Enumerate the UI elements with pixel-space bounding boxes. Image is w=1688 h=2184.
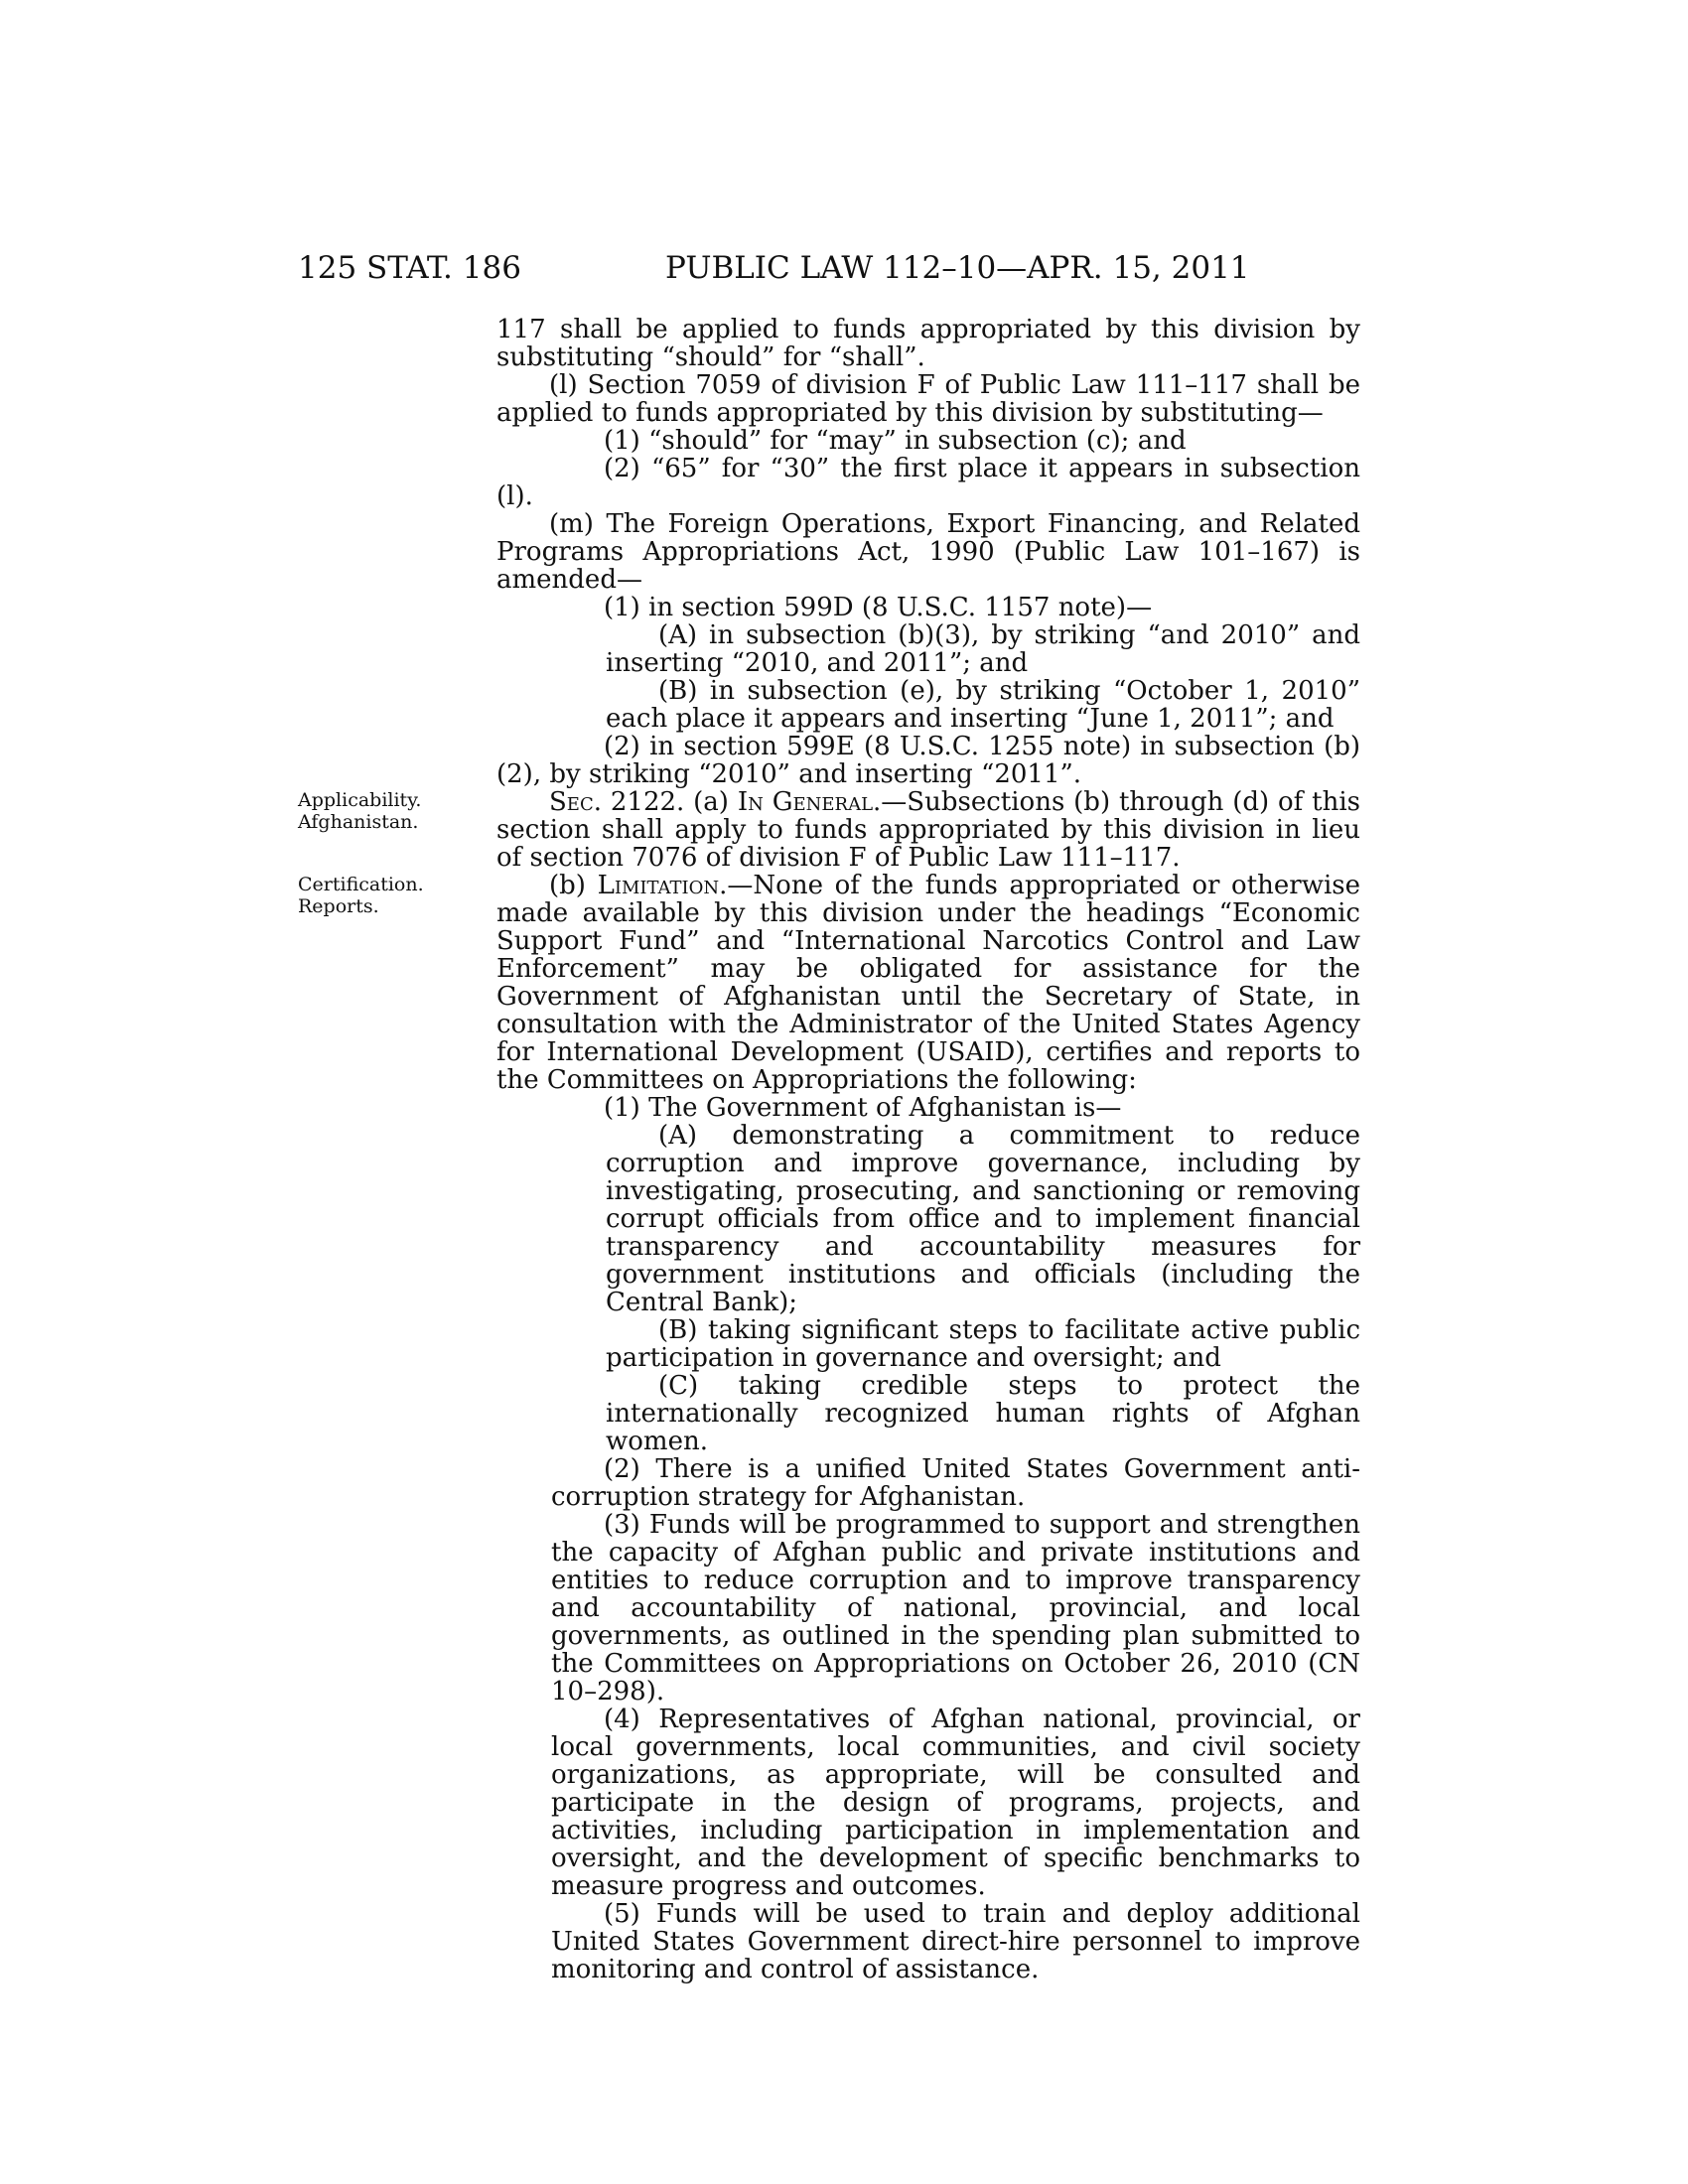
paragraph-subitem: (A) demonstrating a commitment to reduce corruption and improve governance, including by investigating, prosecuting, and sanctioning or removing corrupt officials from office and to implement financial transparency and accountability measures for government institutions and officials (including the Central Bank);: [606, 1121, 1360, 1317]
margin-note-applicability: [298, 789, 447, 833]
margin-note-certification: [298, 874, 447, 917]
margin-note-line: Reports.: [298, 895, 379, 917]
paragraph-item: (1) “should” for “may” in subsection (c); and: [604, 426, 1187, 456]
limitation-paragraph: [496, 872, 1360, 1094]
subsection-text: .—None of the funds appropriated or otherwise made available by this division under the headings “Economic Support Fund” and “International Narcotics Control and Law Enforcement” may be obligated for assistance for the Government of Afghanistan until the Secretary of State, in consultation with the Administrator of the United States Agency for International Development (USAID), certifies and reports to the Committees on Appropriations the following:: [496, 871, 1361, 1095]
paragraph-subitem: (C) taking credible steps to protect the internationally recognized human rights of Afghan women.: [606, 1371, 1360, 1456]
paragraph-subitem: (A) in subsection (b)(3), by striking “and 2010” and inserting “2010, and 2011”; and: [606, 620, 1360, 678]
paragraph-item: (3) Funds will be programmed to support and strengthen the capacity of Afghan public and private institutions and entities to reduce corruption and to improve transparency and accountability of national, provincial, and local governments, as outlined in the spending plan submitted to the Committees on Appropriations on October 26, 2010 (CN 10–298).: [551, 1510, 1360, 1706]
margin-note-line: Afghanistan.: [298, 811, 419, 833]
paragraph-item: (2) “65” for “30” the first place it appears in subsection (l).: [496, 454, 1360, 511]
statute-reference: 125 STAT. 186: [298, 250, 521, 286]
subsection-heading: In General: [737, 787, 874, 817]
paragraph-item: (2) There is a unified United States Government anti-corruption strategy for Afghanistan.: [551, 1454, 1360, 1512]
margin-note-line: Applicability.: [298, 789, 422, 811]
paragraph-subsection-l: (l) Section 7059 of division F of Public Law 111–117 shall be applied to funds appropriated by this division by substituting—: [496, 370, 1360, 428]
section-number: 2122. (a): [602, 787, 738, 817]
paragraph: 117 shall be applied to funds appropriated by this division by substituting “should” for “shall”.: [496, 315, 1360, 372]
section-label: Sec.: [549, 787, 602, 817]
paragraph-item: (5) Funds will be used to train and deploy additional United States Government direct-hire personnel to improve monitoring and control of assistance.: [551, 1899, 1360, 1984]
law-title: PUBLIC LAW 112–10—APR. 15, 2011: [665, 250, 1250, 286]
paragraph-subsection-m: (m) The Foreign Operations, Export Financing, and Related Programs Appropriations Act, 1990 (Public Law 101–167) is amended—: [496, 509, 1360, 595]
paragraph-item: (1) in section 599D (8 U.S.C. 1157 note)—: [604, 593, 1153, 622]
margin-note-line: Certification.: [298, 874, 424, 895]
paragraph-item: (2) in section 599E (8 U.S.C. 1255 note) in subsection (b)(2), by striking “2010” and inserting “2011”.: [496, 732, 1360, 789]
subsection-prefix: (b): [549, 871, 598, 900]
paragraph-item: (1) The Government of Afghanistan is—: [604, 1093, 1122, 1123]
subsection-heading: Limitation: [597, 871, 720, 900]
paragraph-subitem: (B) taking significant steps to facilitate active public participation in governance and oversight; and: [606, 1315, 1360, 1373]
subsection-text: .—Subsections (b) through (d) of this section shall apply to funds appropriated by this division in lieu of section 7076 of division F of Public Law 111–117.: [496, 787, 1361, 873]
body-text: [496, 316, 1360, 1983]
section-2122-paragraph: [496, 788, 1360, 872]
paragraph-subitem: (B) in subsection (e), by striking “October 1, 2010” each place it appears and inserting “June 1, 2011”; and: [606, 676, 1360, 734]
page-header: [298, 248, 1370, 288]
paragraph-item: (4) Representatives of Afghan national, provincial, or local governments, local communities, and civil society organizations, as appropriate, will be consulted and participate in the design of programs, projects, and activities, including participation in implementation and oversight, and the development of specific benchmarks to measure progress and outcomes.: [551, 1705, 1360, 1901]
